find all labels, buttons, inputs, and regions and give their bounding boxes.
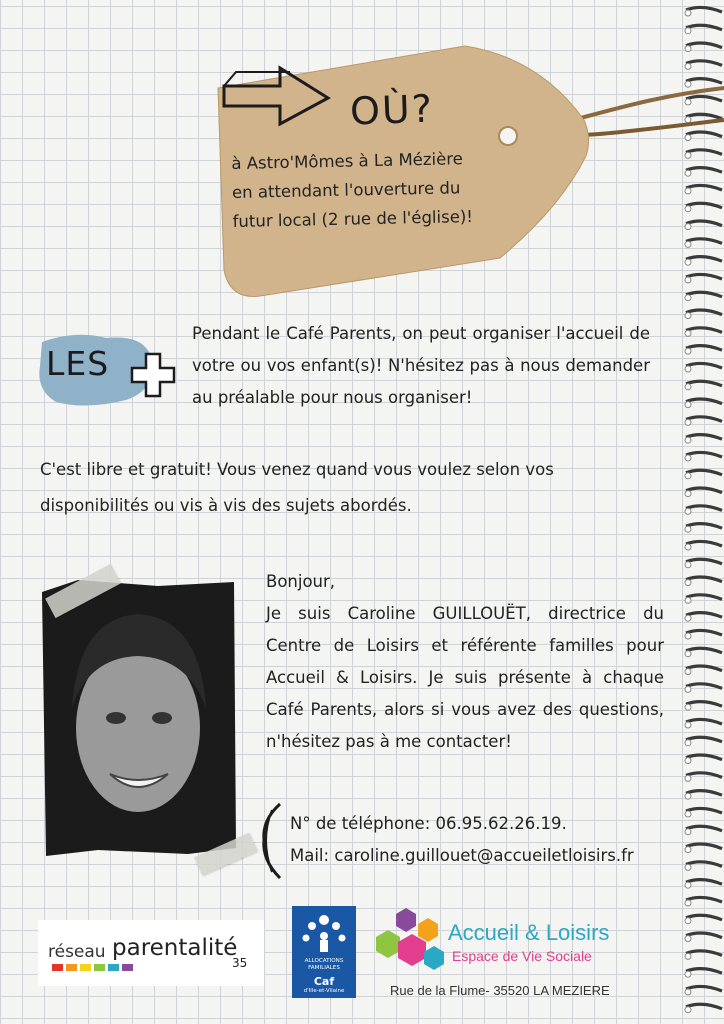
spiral-ring bbox=[686, 702, 722, 707]
spiral-hole bbox=[685, 526, 691, 532]
spiral-ring bbox=[686, 791, 722, 796]
spiral-ring bbox=[686, 541, 722, 546]
spiral-ring bbox=[686, 755, 722, 760]
spiral-ring bbox=[686, 986, 722, 991]
spiral-hole bbox=[685, 46, 691, 52]
spiral-ring bbox=[686, 25, 722, 30]
spiral-hole bbox=[685, 864, 691, 870]
spiral-ring bbox=[686, 1004, 722, 1009]
childcare-paragraph: Pendant le Café Parents, on peut organiser l'accueil de votre ou vos enfant(s)! N'hésitez pas à nous demander au préalable pour nous organiser! bbox=[192, 324, 650, 407]
spiral-ring bbox=[686, 630, 722, 635]
spiral-ring bbox=[686, 666, 722, 671]
spiral-hole bbox=[685, 651, 691, 657]
al-title: Accueil & Loisirs bbox=[448, 920, 610, 945]
spiral-ring bbox=[686, 577, 722, 582]
spiral-hole bbox=[685, 953, 691, 959]
spiral-hole bbox=[685, 633, 691, 639]
where-title: OÙ? bbox=[349, 86, 435, 134]
spiral-ring bbox=[686, 808, 722, 813]
spiral-ring bbox=[686, 897, 722, 902]
color-squares bbox=[52, 964, 133, 971]
spiral-hole bbox=[685, 562, 691, 568]
spiral-hole bbox=[685, 882, 691, 888]
plus-icon bbox=[130, 352, 176, 398]
caf-family-icon bbox=[292, 906, 356, 958]
spiral-hole bbox=[685, 971, 691, 977]
spiral-hole bbox=[685, 63, 691, 69]
spiral-hole bbox=[685, 313, 691, 319]
spiral-ring bbox=[686, 737, 722, 742]
spiral-ring bbox=[686, 310, 722, 315]
spiral-hole bbox=[685, 473, 691, 479]
spiral-ring bbox=[686, 613, 722, 618]
spiral-ring bbox=[686, 684, 722, 689]
spiral-ring bbox=[686, 399, 722, 404]
spiral-hole bbox=[685, 615, 691, 621]
bio-greeting: Bonjour, bbox=[266, 572, 336, 591]
spiral-ring bbox=[686, 61, 722, 66]
spiral-hole bbox=[685, 936, 691, 942]
spiral-hole bbox=[685, 28, 691, 34]
hexagons-icon bbox=[372, 906, 448, 976]
spiral-ring bbox=[686, 559, 722, 564]
spiral-hole bbox=[685, 686, 691, 692]
spiral-hole bbox=[685, 900, 691, 906]
spiral-hole bbox=[685, 455, 691, 461]
spiral-hole bbox=[685, 206, 691, 212]
contact-phone: N° de téléphone: 06.95.62.26.19. bbox=[290, 814, 567, 833]
spiral-hole bbox=[685, 348, 691, 354]
spiral-ring bbox=[686, 7, 722, 12]
spiral-ring bbox=[686, 844, 722, 849]
arrow-icon bbox=[220, 58, 340, 128]
spiral-hole bbox=[685, 758, 691, 764]
les-badge: LES bbox=[46, 344, 110, 383]
spiral-ring bbox=[686, 381, 722, 386]
address: Rue de la Flume- 35520 LA MEZIERE bbox=[390, 983, 610, 998]
spiral-ring bbox=[686, 346, 722, 351]
spiral-hole bbox=[685, 384, 691, 390]
spiral-hole bbox=[685, 277, 691, 283]
portrait-photo bbox=[38, 578, 238, 858]
spiral-ring bbox=[686, 773, 722, 778]
spiral-hole bbox=[685, 544, 691, 550]
spiral-ring bbox=[686, 328, 722, 333]
caf-line bbox=[292, 958, 356, 972]
spiral-ring bbox=[686, 915, 722, 920]
spiral-hole bbox=[685, 491, 691, 497]
spiral-ring bbox=[686, 648, 722, 653]
reseau-number: 35 bbox=[232, 956, 248, 970]
spiral-ring bbox=[686, 221, 722, 226]
spiral-hole bbox=[685, 740, 691, 746]
spiral-ring bbox=[686, 239, 722, 244]
spiral-hole bbox=[685, 580, 691, 586]
spiral-ring bbox=[686, 506, 722, 511]
spiral-hole bbox=[685, 437, 691, 443]
free-paragraph: C'est libre et gratuit! Vous venez quand vous voulez selon vos disponibilités ou vis à vis des sujets abordés. bbox=[40, 460, 554, 515]
spiral-ring bbox=[686, 417, 722, 422]
spiral-ring bbox=[686, 43, 722, 48]
reseau-prefix: réseau bbox=[48, 942, 106, 962]
spiral-ring bbox=[686, 862, 722, 867]
reseau-parentalite-logo bbox=[38, 920, 264, 986]
where-line-1: à Astro'Mômes à La Mézière bbox=[231, 149, 463, 174]
spiral-hole bbox=[685, 295, 691, 301]
al-subtitle: Espace de Vie Sociale bbox=[452, 948, 592, 964]
spiral-ring bbox=[686, 292, 722, 297]
spiral-ring bbox=[686, 363, 722, 368]
spiral-ring bbox=[686, 185, 722, 190]
reseau-main: parentalité bbox=[112, 935, 238, 961]
caf-line2: FAMILIALES bbox=[308, 965, 340, 971]
spiral-hole bbox=[685, 918, 691, 924]
spiral-hole bbox=[685, 1007, 691, 1013]
spiral-hole bbox=[685, 704, 691, 710]
spiral-ring bbox=[686, 470, 722, 475]
spiral-ring bbox=[686, 933, 722, 938]
spiral-hole bbox=[685, 597, 691, 603]
spiral-hole bbox=[685, 989, 691, 995]
spiral-hole bbox=[685, 847, 691, 853]
spiral-hole bbox=[685, 241, 691, 247]
spiral-hole bbox=[685, 775, 691, 781]
spiral-hole bbox=[685, 402, 691, 408]
caf-region: d'Ille-et-Vilaine bbox=[303, 988, 345, 994]
spiral-ring bbox=[686, 880, 722, 885]
bio-text bbox=[266, 566, 664, 758]
spiral-ring bbox=[686, 257, 722, 262]
spiral-hole bbox=[685, 330, 691, 336]
spiral-hole bbox=[685, 366, 691, 372]
spiral-hole bbox=[685, 722, 691, 728]
where-text bbox=[231, 143, 523, 236]
spiral-hole bbox=[685, 419, 691, 425]
spiral-hole bbox=[685, 224, 691, 230]
spiral-ring bbox=[686, 435, 722, 440]
spiral-hole bbox=[685, 10, 691, 16]
spiral-ring bbox=[686, 595, 722, 600]
spiral-ring bbox=[686, 719, 722, 724]
contact-block bbox=[290, 808, 634, 872]
contact-mail[interactable]: Mail: caroline.guillouet@accueiletloisirs.fr bbox=[290, 846, 634, 865]
caf-line1: ALLOCATIONS bbox=[304, 958, 344, 964]
spiral-ring bbox=[686, 452, 722, 457]
spiral-ring bbox=[686, 203, 722, 208]
spiral-hole bbox=[685, 669, 691, 675]
bio-body: Je suis Caroline GUILLOUËT, directrice du Centre de Loisirs et référente familles pour Accueil & Loisirs. Je suis présente à chaque Café Parents, alors si vous avez des questions, n'hésitez pas à me contacter! bbox=[266, 604, 664, 751]
spiral-hole bbox=[685, 829, 691, 835]
spiral-ring bbox=[686, 274, 722, 279]
spiral-hole bbox=[685, 793, 691, 799]
spiral-ring bbox=[686, 969, 722, 974]
spiral-ring bbox=[686, 826, 722, 831]
spiral-hole bbox=[685, 811, 691, 817]
accueil-loisirs-logo bbox=[372, 906, 662, 976]
caf-logo bbox=[292, 906, 356, 998]
spiral-ring bbox=[686, 951, 722, 956]
spiral-ring bbox=[686, 488, 722, 493]
where-line-2: en attendant l'ouverture du bbox=[231, 178, 461, 203]
bracket-decoration bbox=[258, 800, 288, 880]
spiral-hole bbox=[685, 259, 691, 265]
spiral-ring bbox=[686, 524, 722, 529]
caf-name: Caf bbox=[313, 975, 335, 988]
spiral-hole bbox=[685, 508, 691, 514]
where-line-3: futur local (2 rue de l'église)! bbox=[232, 206, 474, 232]
spiral-hole bbox=[685, 188, 691, 194]
